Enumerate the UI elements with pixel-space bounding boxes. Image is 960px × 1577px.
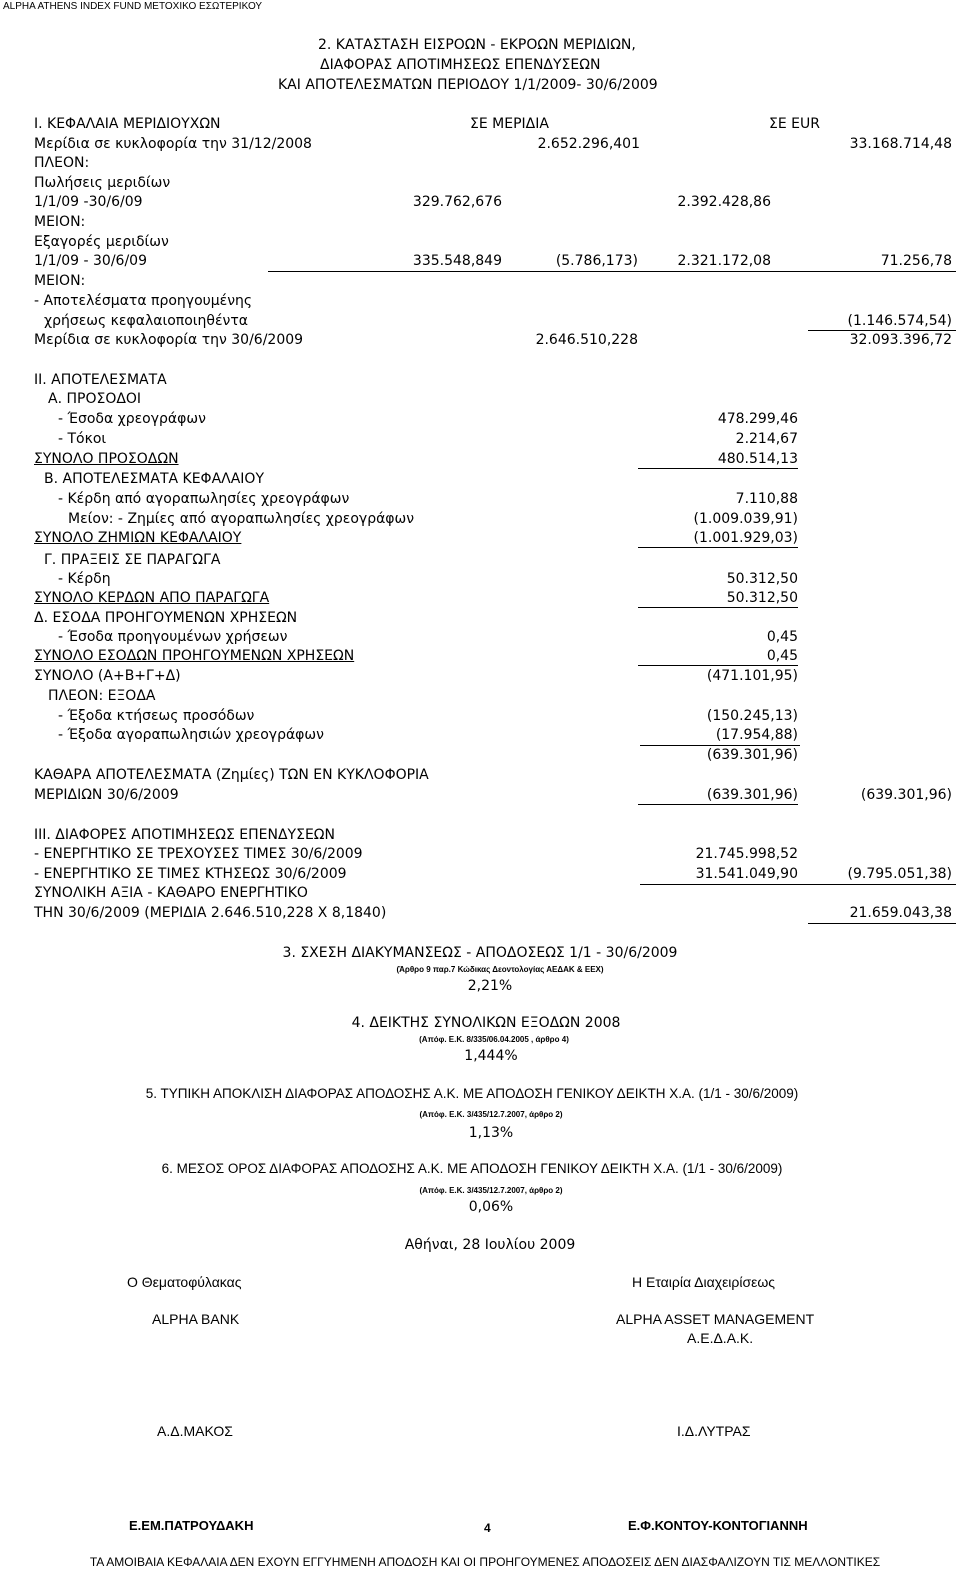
indicator3-title: 3. ΣΧΕΣΗ ΔΙΑΚΥΜΑΝΣΕΩΣ - ΑΠΟΔΟΣΕΩΣ 1/1 - 30/6/2009	[282, 945, 678, 961]
indicator5-title: 5. ΤΥΠΙΚΗ ΑΠΟΚΛΙΣΗ ΔΙΑΦΟΡΑΣ ΑΠΟΔΟΣΗΣ Α.Κ. ΜΕ ΑΠΟΔΟΣΗ ΓΕΝΙΚΟΥ ΔΕΙΚΤΗ Χ.Α. (1/1 - 30/6/2009)	[145, 1086, 799, 1101]
underline-redemptions	[268, 271, 956, 272]
closing-units: 2.646.510,228	[535, 332, 638, 348]
fund-name-header: ALPHA ATHENS INDEX FUND ΜΕΤΟΧΙΚΟ ΕΣΩΤΕΡΙΚΟΥ	[3, 1, 263, 12]
minus-label-2: ΜΕΙΟΝ:	[34, 273, 86, 289]
b-row2-label: Μείον: - Ζημίες από αγοραπωλησίες χρεογράφων	[68, 511, 415, 527]
exp-total-value: (639.301,96)	[706, 747, 798, 763]
footer-disclaimer: ΤΑ ΑΜΟΙΒΑΙΑ ΚΕΦΑΛΑΙΑ ΔΕΝ ΕΧΟΥΝ ΕΓΓΥΗΜΕΝΗ ΑΠΟΔΟΣΗ ΚΑΙ ΟΙ ΠΡΟΗΓΟΥΜΕΝΕΣ ΑΠΟΔΟΣΕΙΣ ΔΕΝ ΔΙΑΣΦΑΛΙΖΟΥΝ ΤΙΣ ΜΕΛΛΟΝΤΙΚΕΣ	[89, 1555, 881, 1569]
statement-title-line1: 2. ΚΑΤΑΣΤΑΣΗ ΕΙΣΡΟΩΝ - ΕΚΡΟΩΝ ΜΕΡΙΔΙΩΝ,	[318, 37, 636, 53]
exp-row1-label: - Έξοδα κτήσεως προσόδων	[58, 708, 255, 724]
d-total-label: ΣΥΝΟΛΟ ΕΣΟΔΩΝ ΠΡΟΗΓΟΥΜΕΝΩΝ ΧΡΗΣΕΩΝ	[34, 648, 355, 664]
indicator4-note: (Απόφ. Ε.Κ. 8/335/06.04.2005 , άρθρο 4)	[419, 1035, 569, 1044]
page-number: 4	[484, 1521, 491, 1535]
net-assets-label-2: ΤΗΝ 30/6/2009 (ΜΕΡΙΔΙΑ 2.646.510,228 Χ 8,1840)	[34, 905, 387, 921]
minus-label-1: ΜΕΙΟΝ:	[34, 214, 86, 230]
b-heading: Β. ΑΠΟΤΕΛΕΣΜΑΤΑ ΚΕΦΑΛΑΙΟΥ	[44, 471, 265, 487]
sum-label: ΣΥΝΟΛΟ (Α+Β+Γ+Δ)	[34, 668, 181, 684]
a-total-label: ΣΥΝΟΛΟ ΠΡΟΣΟΔΩΝ	[34, 451, 179, 467]
net-assets-label-1: ΣΥΝΟΛΙΚΗ ΑΞΙΑ - ΚΑΘΑΡΟ ΕΝΕΡΓΗΤΙΚΟ	[34, 885, 308, 901]
net-results-value: (639.301,96)	[638, 786, 798, 805]
section1-heading: I. ΚΕΦΑΛΑΙΑ ΜΕΡΙΔΙΟΥΧΩΝ	[34, 116, 221, 132]
signer-left: Α.Δ.ΜΑΚΟΣ	[157, 1423, 233, 1439]
a-row1-label: - Έσοδα χρεογράφων	[58, 411, 206, 427]
sum-value: (471.101,95)	[706, 668, 798, 684]
sales-label: Πωλήσεις μεριδίων	[34, 175, 171, 191]
indicator6-value: 0,06%	[468, 1199, 514, 1215]
indicator5-note: (Απόφ. Ε.Κ. 3/435/12.7.2007, άρθρο 2)	[419, 1110, 563, 1119]
redemptions-net-units: (5.786,173)	[555, 253, 638, 269]
d-heading: Δ. ΕΣΟΔΑ ΠΡΟΗΓΟΥΜΕΝΩΝ ΧΡΗΣΕΩΝ	[34, 610, 298, 626]
redemptions-label: Εξαγορές μεριδίων	[34, 234, 169, 250]
company-title: Η Εταιρία Διαχειρίσεως	[632, 1274, 776, 1290]
col-eur-header: ΣΕ EUR	[769, 116, 820, 132]
c-heading: Γ. ΠΡΑΞΕΙΣ ΣΕ ΠΑΡΑΓΩΓΑ	[44, 552, 221, 568]
sales-eur: 2.392.428,86	[677, 194, 771, 210]
valuation-difference: (9.795.051,38)	[847, 866, 952, 882]
indicator3-note: (Άρθρο 9 παρ.7 Κώδικας Δεοντολογίας ΑΕΔΑΚ & ΕΕΧ)	[396, 965, 604, 974]
exp-row1-value: (150.245,13)	[706, 708, 798, 724]
a-row2-label: - Τόκοι	[58, 431, 107, 447]
b-total-value: (1.001.929,03)	[638, 529, 798, 548]
a-heading: Α. ΠΡΟΣΟΔΟΙ	[48, 391, 142, 407]
company-name-1: ALPHA ASSET MANAGEMENT	[616, 1311, 815, 1327]
opening-eur: 33.168.714,48	[849, 136, 952, 152]
prior-results-label-1: - Αποτελέσματα προηγουμένης	[34, 293, 253, 309]
sales-period: 1/1/09 -30/6/09	[34, 194, 143, 210]
a-row1-value: 478.299,46	[717, 411, 798, 427]
signer-right: Ι.Δ.ΛΥΤΡΑΣ	[677, 1423, 751, 1439]
custodian-name: ALPHA BANK	[152, 1311, 240, 1327]
d-total-value: 0,45	[638, 647, 798, 666]
a-total-value: 480.514,13	[638, 450, 798, 469]
prior-results-eur: (1.146.574,54)	[847, 313, 952, 329]
current-value-label: - ΕΝΕΡΓΗΤΙΚΟ ΣΕ ΤΡΕΧΟΥΣΕΣ ΤΙΜΕΣ 30/6/2009	[34, 846, 363, 862]
opening-label: Μερίδια σε κυκλοφορία την 31/12/2008	[34, 136, 312, 152]
statement-title-line3: ΚΑΙ ΑΠΟΤΕΛΕΣΜΑΤΩΝ ΠΕΡΙΟΔΟΥ 1/1/2009- 30/6/2009	[278, 77, 658, 93]
underline-valuation	[640, 884, 956, 885]
net-results-label-1: ΚΑΘΑΡΑ ΑΠΟΤΕΛΕΣΜΑΤΑ (Ζημίες) ΤΩΝ ΕΝ ΚΥΚΛΟΦΟΡΙΑ	[34, 767, 429, 783]
date-place: Αθήναι, 28 Ιουλίου 2009	[404, 1237, 576, 1253]
section3-heading: III. ΔΙΑΦΟΡΕΣ ΑΠΟΤΙΜΗΣΕΩΣ ΕΠΕΝΔΥΣΕΩΝ	[34, 827, 335, 843]
indicator6-note: (Απόφ. Ε.Κ. 3/435/12.7.2007, άρθρο 2)	[419, 1186, 563, 1195]
c-row1-value: 50.312,50	[726, 571, 798, 587]
c-total-label: ΣΥΝΟΛΟ ΚΕΡΔΩΝ ΑΠΟ ΠΑΡΑΓΩΓΑ	[34, 590, 270, 606]
indicator6-title: 6. ΜΕΣΟΣ ΟΡΟΣ ΔΙΑΦΟΡΑΣ ΑΠΟΔΟΣΗΣ Α.Κ. ΜΕ ΑΠΟΔΟΣΗ ΓΕΝΙΚΟΥ ΔΕΙΚΤΗ Χ.Α. (1/1 - 30/6/2009)	[161, 1161, 783, 1176]
b-total-label: ΣΥΝΟΛΟ ΖΗΜΙΩΝ ΚΕΦΑΛΑΙΟΥ	[34, 530, 242, 546]
section2-heading: II. ΑΠΟΤΕΛΕΣΜΑΤΑ	[34, 372, 167, 388]
net-results-label-2: ΜΕΡΙΔΙΩΝ 30/6/2009	[34, 787, 179, 803]
indicator3-value: 2,21%	[467, 978, 513, 994]
exp-row2-label: - Έξοδα αγοραπωλησιών χρεογράφων	[58, 727, 324, 743]
c-total-value: 50.312,50	[638, 589, 798, 608]
cost-value: 31.541.049,90	[695, 866, 798, 882]
net-assets-value: 21.659.043,38	[849, 905, 952, 921]
d-row1-label: - Έσοδα προηγουμένων χρήσεων	[58, 629, 288, 645]
sales-units: 329.762,676	[412, 194, 502, 210]
statement-title-line2: ΔΙΑΦΟΡΑΣ ΑΠΟΤΙΜΗΣΕΩΣ ΕΠΕΝΔΥΣΕΩΝ	[320, 57, 601, 73]
redemptions-eur: 2.321.172,08	[677, 253, 771, 269]
b-row2-value: (1.009.039,91)	[693, 511, 798, 527]
indicator4-value: 1,444%	[464, 1048, 518, 1064]
b-row1-label: - Κέρδη από αγοραπωλησίες χρεογράφων	[58, 491, 350, 507]
redemptions-period: 1/1/09 - 30/6/09	[34, 253, 147, 269]
company-name-2: Α.Ε.Δ.Α.Κ.	[687, 1330, 754, 1346]
closing-label: Μερίδια σε κυκλοφορία την 30/6/2009	[34, 332, 304, 348]
redemptions-units: 335.548,849	[412, 253, 502, 269]
exp-row2-value: (17.954,88)	[715, 727, 798, 743]
current-value: 21.745.998,52	[695, 846, 798, 862]
d-row1-value: 0,45	[766, 629, 798, 645]
c-row1-label: - Κέρδη	[58, 571, 111, 587]
expenses-heading: ΠΛΕΟΝ: ΕΞΟΔΑ	[48, 688, 156, 704]
b-row1-value: 7.110,88	[735, 491, 798, 507]
custodian-title: Ο Θεματοφύλακας	[127, 1274, 242, 1290]
plus-label: ΠΛΕΟΝ:	[34, 155, 90, 171]
bottom-signer-left: Ε.ΕΜ.ΠΑΤΡΟΥΔΑΚΗ	[129, 1518, 254, 1533]
indicator5-value: 1,13%	[468, 1125, 514, 1141]
bottom-signer-right: Ε.Φ.ΚΟΝΤΟΥ-ΚΟΝΤΟΓΙΑΝΝΗ	[628, 1518, 808, 1533]
redemptions-net-eur: 71.256,78	[880, 253, 952, 269]
net-results-eur: (639.301,96)	[860, 787, 952, 803]
col-units-header: ΣΕ ΜΕΡΙΔΙΑ	[470, 116, 549, 132]
prior-results-label-2: χρήσεως κεφαλαιοποιηθέντα	[44, 313, 248, 329]
indicator4-title: 4. ΔΕΙΚΤΗΣ ΣΥΝΟΛΙΚΩΝ ΕΞΟΔΩΝ 2008	[351, 1015, 621, 1031]
opening-units: 2.652.296,401	[537, 136, 640, 152]
cost-value-label: - ΕΝΕΡΓΗΤΙΚΟ ΣΕ ΤΙΜΕΣ ΚΤΗΣΕΩΣ 30/6/2009	[34, 866, 347, 882]
underline-net-assets	[808, 923, 956, 924]
closing-eur: 32.093.396,72	[849, 332, 952, 348]
a-row2-value: 2.214,67	[735, 431, 798, 447]
